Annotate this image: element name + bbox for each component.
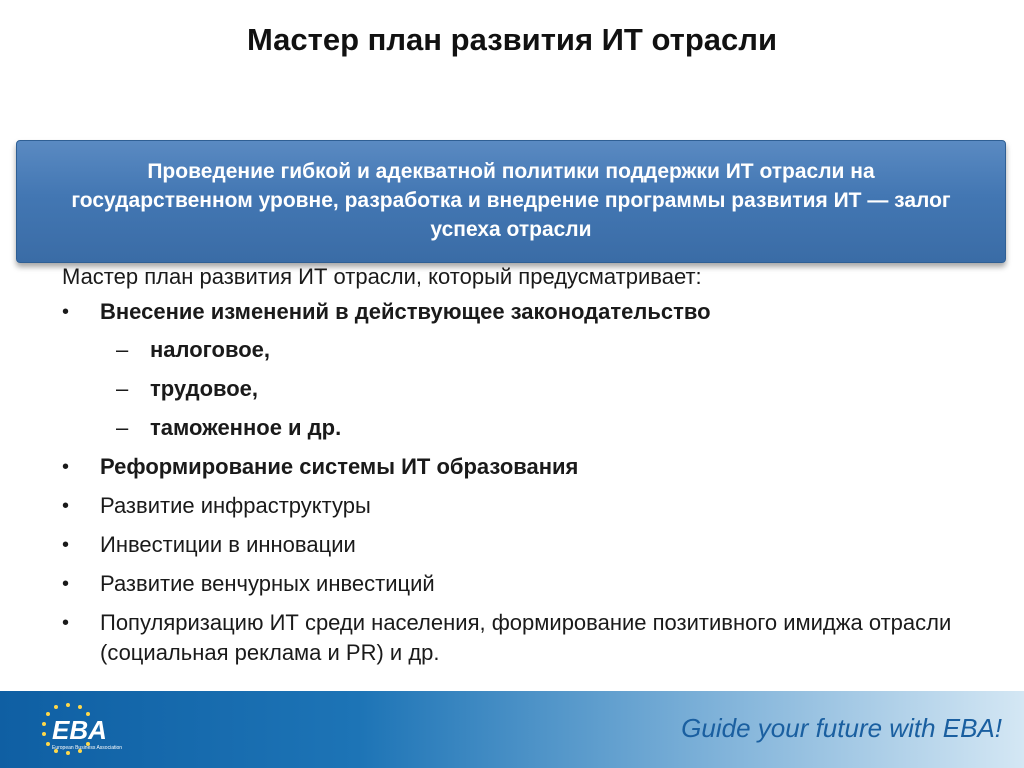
highlight-banner — [16, 140, 1006, 263]
sub-list — [100, 335, 962, 443]
dash-marker: – — [116, 415, 129, 440]
sub-list-item — [104, 413, 962, 443]
bullet-marker: • — [62, 534, 70, 556]
bullet-marker: • — [62, 301, 70, 323]
list-item-text: Развитие венчурных инвестиций — [100, 571, 435, 596]
eba-logo — [30, 699, 122, 759]
intro-text: Мастер план развития ИТ отрасли, который предусматривает: — [62, 264, 702, 289]
sub-list-item — [104, 335, 962, 365]
list-item-text: Развитие инфраструктуры — [100, 493, 371, 518]
dash-marker: – — [116, 376, 129, 401]
sub-list-item-text: таможенное и др. — [150, 415, 342, 440]
logo-subtext: European Business Association — [52, 745, 122, 751]
slide-title: Мастер план развития ИТ отрасли — [246, 22, 777, 57]
footer-bar — [0, 691, 1024, 768]
list-item — [62, 608, 962, 668]
bullet-marker: • — [62, 573, 70, 595]
list-item — [62, 491, 962, 521]
slide-content — [62, 262, 962, 677]
sub-list-item-text: трудовое, — [150, 376, 259, 401]
bullet-marker: • — [62, 612, 70, 634]
banner-text: Проведение гибкой и адекватной политики поддержки ИТ отрасли на государственном уровне, разработка и внедрение программы развития ИТ — залог успеха отрасли — [71, 160, 951, 241]
sub-list-item — [104, 374, 962, 404]
list-item-text: Популяризацию ИТ среди населения, формирование позитивного имиджа отрасли (социальная реклама и PR) и др. — [100, 610, 952, 665]
dash-marker: – — [116, 337, 129, 362]
list-item — [62, 297, 962, 443]
bullet-list — [62, 297, 962, 668]
list-item-text: Инвестиции в инновации — [100, 532, 356, 557]
bullet-marker: • — [62, 456, 70, 478]
list-item-text: Внесение изменений в действующее законодательство — [100, 299, 711, 324]
list-item-text: Реформирование системы ИТ образования — [100, 454, 579, 479]
bullet-marker: • — [62, 495, 70, 517]
list-item — [62, 452, 962, 482]
list-item — [62, 530, 962, 560]
sub-list-item-text: налоговое, — [150, 337, 270, 362]
list-item — [62, 569, 962, 599]
logo-text: EBA — [52, 715, 107, 745]
footer-tagline: Guide your future with EBA! — [681, 713, 1002, 743]
